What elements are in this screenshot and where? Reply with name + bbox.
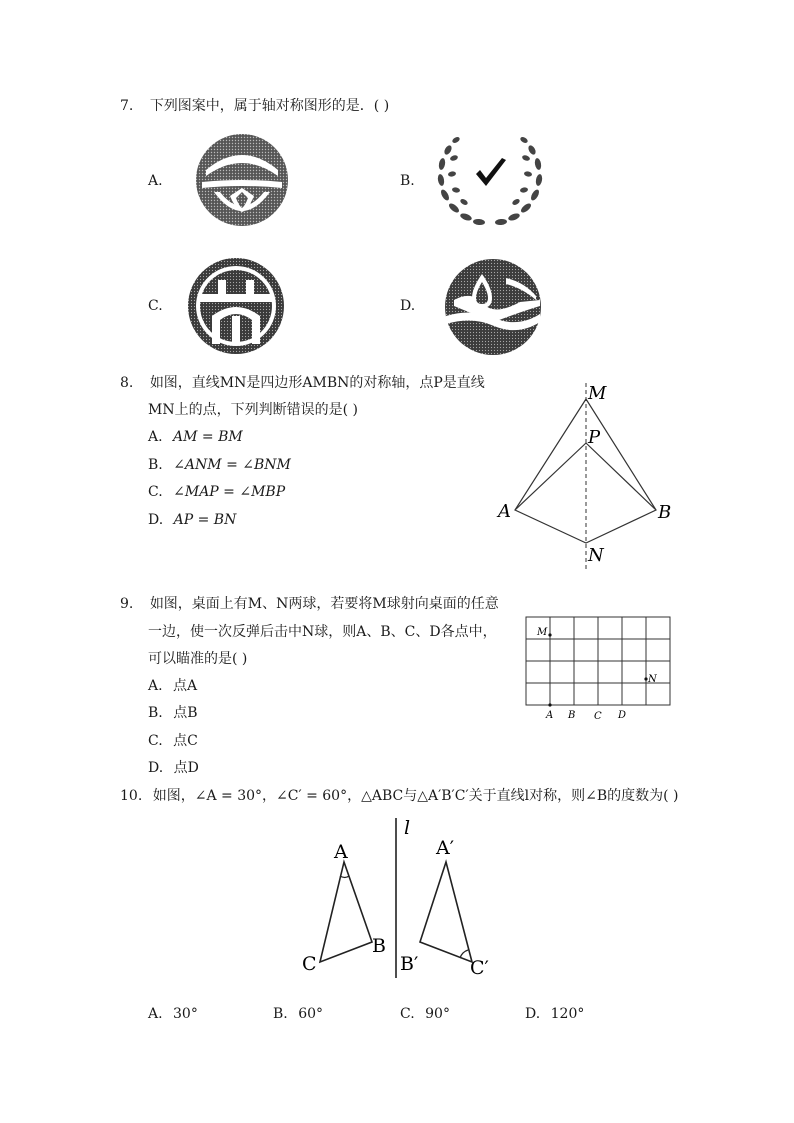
q7-option-b-label: B. xyxy=(400,173,415,189)
q8-option-d-text: AP = BN xyxy=(173,512,237,528)
q10-option-b[interactable] xyxy=(273,1004,323,1024)
q7-option-d-label: D. xyxy=(400,298,416,314)
q8-label-b: B xyxy=(658,502,672,523)
laurel-wreath-with-check-icon xyxy=(432,128,548,232)
q7-number: 7. xyxy=(120,98,134,114)
q8-option-b[interactable] xyxy=(148,455,291,475)
q10-label-b: B xyxy=(372,935,386,957)
q10-option-b-text: 60° xyxy=(298,1006,324,1022)
q8-option-c-text: ∠MAP = ∠MBP xyxy=(173,484,286,500)
q10-label-c1: C′ xyxy=(470,957,489,979)
q8-option-b-text: ∠ANM = ∠BNM xyxy=(173,457,291,473)
circular-logo-with-drop-icon xyxy=(442,256,544,358)
q9-ball-m xyxy=(548,633,551,636)
q9-stem-line1 xyxy=(120,594,499,614)
q9-point-a xyxy=(548,703,551,706)
q7-stem-text: 下列图案中，属于轴对称图形的是．( ) xyxy=(149,98,390,114)
q7-option-c-label: C. xyxy=(148,298,163,314)
q8-label-p: P xyxy=(588,427,601,448)
q9-label-m: M xyxy=(537,627,548,638)
q8-option-d-letter: D. xyxy=(148,512,164,528)
q9-option-d-text: 点D xyxy=(173,760,199,776)
q10-label-b1: B′ xyxy=(400,953,419,975)
q9-stem-line2: 一边，使一次反弹后击中N球，则A、B、C、D各点中， xyxy=(148,624,497,640)
q10-stem xyxy=(120,786,679,806)
q8-option-a-text: AM = BM xyxy=(173,429,243,445)
q9-option-b-text: 点B xyxy=(173,705,198,721)
q9-option-a-text: 点A xyxy=(173,678,198,694)
q8-option-c-letter: C. xyxy=(148,484,163,500)
q10-option-a-letter: A. xyxy=(148,1006,163,1022)
q8-option-c[interactable] xyxy=(148,482,285,502)
q9-label-d: D xyxy=(618,710,627,721)
q9-stem-line3: 可以瞄准的是( ) xyxy=(148,651,248,667)
q8-kite-figure xyxy=(490,375,680,575)
q8-option-a-letter: A. xyxy=(148,429,163,445)
q9-number: 9. xyxy=(120,596,134,612)
q7-stem xyxy=(120,96,389,116)
q9-option-d[interactable] xyxy=(148,758,199,778)
q8-option-b-letter: B. xyxy=(148,457,163,473)
q10-label-a1: A′ xyxy=(436,837,455,859)
q9-option-b[interactable] xyxy=(148,703,198,723)
q8-label-n: N xyxy=(588,545,604,566)
q10-option-d[interactable] xyxy=(525,1004,584,1024)
q9-option-d-letter: D. xyxy=(148,760,164,776)
q8-label-m: M xyxy=(588,383,607,404)
circular-logo-with-flower-icon xyxy=(192,130,292,230)
q10-option-c-letter: C. xyxy=(400,1006,415,1022)
q10-option-c-text: 90° xyxy=(425,1006,450,1022)
q8-label-a: A xyxy=(498,501,511,522)
q8-number: 8. xyxy=(120,375,134,391)
q9-stem-text-1: 如图，桌面上有M、N两球，若要将M球射向桌面的任意 xyxy=(149,596,499,612)
q9-label-c: C xyxy=(594,711,602,722)
q9-table-grid-figure xyxy=(520,612,676,728)
q9-option-a[interactable] xyxy=(148,676,197,696)
q8-stem-line2: MN上的点，下列判断错误的是( ) xyxy=(148,402,358,418)
q9-option-c[interactable] xyxy=(148,731,198,751)
q10-triangle-a1b1c1 xyxy=(420,862,472,962)
q8-option-d[interactable] xyxy=(148,510,236,530)
q10-stem-text: 如图，∠A = 30°，∠C′ = 60°，△ABC与△A′B′C′关于直线l对称，则∠B的度数为( ) xyxy=(152,788,679,804)
q8-segment-bp xyxy=(586,443,656,510)
q9-label-a: A xyxy=(546,710,554,721)
q10-option-b-letter: B. xyxy=(273,1006,288,1022)
q9-option-b-letter: B. xyxy=(148,705,163,721)
q10-option-a-text: 30° xyxy=(173,1006,198,1022)
q8-stem-text-1: 如图，直线MN是四边形AMBN的对称轴，点P是直线 xyxy=(149,375,485,391)
q10-option-a[interactable] xyxy=(148,1004,198,1024)
q9-label-b: B xyxy=(568,710,576,721)
circular-logo-with-arch-icon xyxy=(184,254,288,358)
q10-label-a: A xyxy=(334,841,348,863)
q7-option-a-label: A. xyxy=(148,173,163,189)
q10-label-l: l xyxy=(404,817,411,839)
q10-option-d-text: 120° xyxy=(550,1006,585,1022)
q9-option-c-text: 点C xyxy=(173,733,198,749)
q8-segment-ap xyxy=(515,443,586,510)
q10-label-c: C xyxy=(302,953,317,975)
q9-label-n: N xyxy=(648,674,657,685)
q9-option-c-letter: C. xyxy=(148,733,163,749)
q10-option-c[interactable] xyxy=(400,1004,450,1024)
q8-option-a[interactable] xyxy=(148,427,243,447)
q8-stem-line1 xyxy=(120,373,485,393)
q10-triangles-figure xyxy=(296,814,500,984)
q9-option-a-letter: A. xyxy=(148,678,163,694)
q10-option-d-letter: D. xyxy=(525,1006,541,1022)
q10-number: 10. xyxy=(120,788,143,804)
